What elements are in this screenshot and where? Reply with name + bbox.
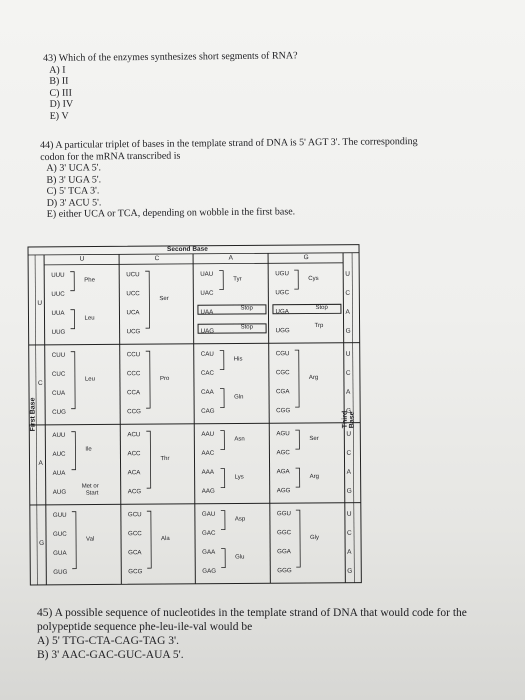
codon-AGA: AGA xyxy=(276,468,290,476)
codon-UCG: UCG xyxy=(126,328,141,336)
amino-acid-arg: Arg xyxy=(309,473,319,480)
third-base-G-row-A: G xyxy=(346,487,352,495)
codon-AAU: AAU xyxy=(201,430,215,438)
codon-GGG: GGG xyxy=(277,567,292,575)
q44-option-d[interactable]: D) 3' ACU 5'. xyxy=(46,196,102,209)
bracket-ala xyxy=(147,511,151,568)
codon-UUU: UUU xyxy=(51,271,65,279)
codon-GUA: GUA xyxy=(53,549,67,557)
question-43 xyxy=(43,50,298,122)
bracket-gln xyxy=(220,389,224,408)
question-44 xyxy=(40,136,418,220)
stop-codon-box xyxy=(197,304,266,314)
second-base-A: A xyxy=(228,254,233,262)
second-base-U: U xyxy=(79,255,85,263)
third-base-U-row-G: U xyxy=(346,510,352,518)
q43-option-a[interactable]: A) I xyxy=(49,64,66,76)
third-base-C-row-U: C xyxy=(345,289,351,297)
question-44-text-line1: 44) A particular triplet of bases in the template strand of DNA is 5' AGT 3'. The corresponding xyxy=(40,136,418,151)
codon-UGC: UGC xyxy=(275,289,290,297)
q45-option-a[interactable]: A) 5' TTG-CTA-CAG-TAG 3'. xyxy=(37,635,179,647)
amino-acid-stop: Stop xyxy=(240,324,253,331)
codon-CCC: CCC xyxy=(126,370,141,378)
codon-CAC: CAC xyxy=(200,369,214,377)
question-45-text-line1: 45) A possible sequence of nucleotides in the template strand of DNA that would code for the xyxy=(37,607,467,619)
amino-acid-leu: Leu xyxy=(84,315,95,322)
amino-acid-ser: Ser xyxy=(309,435,319,442)
amino-acid-arg: Arg xyxy=(308,374,319,381)
question-45-text-line2: polypeptide sequence phe-leu-ile-val would be xyxy=(37,621,253,633)
third-base-G-row-C: G xyxy=(346,407,352,415)
codon-UAC: UAC xyxy=(200,289,214,297)
amino-acid-met-or: Met or xyxy=(81,483,99,490)
bracket-val xyxy=(72,512,76,569)
codon-GAC: GAC xyxy=(201,529,216,537)
bracket-asp xyxy=(221,511,225,530)
question-43-text: 43) Which of the enzymes synthesizes short segments of RNA? xyxy=(43,50,298,64)
q43-option-e[interactable]: E) V xyxy=(49,110,69,122)
amino-acid-phe: Phe xyxy=(84,277,95,284)
bracket-ser xyxy=(295,430,299,449)
amino-acid-his: His xyxy=(233,355,243,363)
third-base-U-row-A: U xyxy=(346,430,352,438)
amino-acid-stop: Stop xyxy=(240,305,253,312)
codon-GCC: GCC xyxy=(127,530,142,538)
codon-AUG: AUG xyxy=(52,488,67,496)
amino-acid-ser: Ser xyxy=(159,295,169,302)
amino-acid-thr: Thr xyxy=(160,455,170,462)
amino-acid-glu: Glu xyxy=(235,553,245,561)
bracket-gly xyxy=(296,510,300,567)
amino-acid-start: Start xyxy=(85,490,99,497)
third-base-C-row-C: C xyxy=(345,369,351,377)
codon-CCA: CCA xyxy=(127,389,141,397)
bracket-leu xyxy=(70,310,74,329)
codon-CUC: CUC xyxy=(51,370,66,378)
codon-GGU: GGU xyxy=(276,510,292,518)
second-base-G: G xyxy=(303,254,309,262)
codon-CGU: CGU xyxy=(275,350,290,358)
third-base-U-row-U: U xyxy=(345,270,350,278)
codon-ACC: ACC xyxy=(127,450,141,458)
first-base-C: C xyxy=(37,379,43,387)
third-base-A-row-G: A xyxy=(347,548,352,556)
bracket-arg xyxy=(295,350,299,407)
codon-GAG: GAG xyxy=(202,567,217,575)
bracket-ile xyxy=(71,432,75,470)
codon-CUU: CUU xyxy=(51,351,66,359)
codon-UGG: UGG xyxy=(275,327,290,335)
question-45 xyxy=(37,606,467,662)
bracket-his xyxy=(220,351,224,370)
second-base-label: Second Base xyxy=(167,245,208,254)
bracket-phe xyxy=(70,272,74,291)
codon-AAA: AAA xyxy=(201,468,214,476)
codon-GAA: GAA xyxy=(202,548,216,556)
codon-CGA: CGA xyxy=(275,388,290,396)
codon-GUC: GUC xyxy=(52,530,67,538)
amino-acid-ala: Ala xyxy=(161,535,170,542)
third-base-C-row-G: C xyxy=(346,529,352,537)
third-base-C-row-A: C xyxy=(346,449,352,457)
q43-option-c[interactable]: C) III xyxy=(49,87,72,99)
codon-GAU: GAU xyxy=(201,510,216,518)
q43-option-b[interactable]: B) II xyxy=(49,75,69,87)
codon-GCU: GCU xyxy=(127,511,142,519)
bracket-asn xyxy=(220,431,224,450)
first-base-A: A xyxy=(38,459,43,467)
first-base-label: First Base xyxy=(29,397,37,432)
third-base-label: Third Base xyxy=(341,410,356,429)
codon-AAC: AAC xyxy=(201,449,215,457)
codon-CUA: CUA xyxy=(52,389,66,397)
bracket-lys xyxy=(221,469,225,488)
codon-CUG: CUG xyxy=(52,408,66,416)
bracket-pro xyxy=(146,351,150,408)
third-base-A-row-U: A xyxy=(345,308,350,316)
amino-acid-trp: Trp xyxy=(314,322,324,329)
bracket-cys xyxy=(294,270,298,289)
codon-AUU: AUU xyxy=(52,431,66,439)
codon-table xyxy=(27,244,362,586)
q43-option-d[interactable]: D) IV xyxy=(49,98,74,110)
codon-ACA: ACA xyxy=(127,469,141,477)
amino-acid-gly: Gly xyxy=(310,534,320,541)
q44-option-e[interactable]: E) either UCA or TCA, depending on wobble in the first base. xyxy=(46,206,296,220)
amino-acid-leu: Leu xyxy=(84,376,95,383)
amino-acid-ile: Ile xyxy=(85,446,92,453)
codon-AGC: AGC xyxy=(276,449,290,457)
codon-AUA: AUA xyxy=(52,469,66,477)
codon-UCA: UCA xyxy=(126,309,140,317)
amino-acid-cys: Cys xyxy=(308,275,319,282)
codon-UGU: UGU xyxy=(275,270,289,278)
amino-acid-tyr: Tyr xyxy=(233,276,242,283)
third-base-U-row-C: U xyxy=(345,350,351,358)
codon-GUU: GUU xyxy=(52,511,67,519)
q45-option-b[interactable]: B) 3' AAC-GAC-GUC-AUA 5'. xyxy=(37,649,184,661)
codon-GGA: GGA xyxy=(277,548,291,556)
codon-GGC: GGC xyxy=(276,529,292,537)
q44-option-c[interactable]: C) 5' TCA 3'. xyxy=(46,185,100,197)
bracket-tyr xyxy=(219,271,223,290)
amino-acid-stop: Stop xyxy=(315,304,328,311)
third-base-G-row-G: G xyxy=(347,567,353,575)
codon-ACU: ACU xyxy=(127,431,141,439)
third-base-A-row-A: A xyxy=(346,468,351,476)
stop-codon-box xyxy=(198,323,267,333)
codon-AUC: AUC xyxy=(52,450,66,458)
codon-CCU: CCU xyxy=(126,351,141,359)
codon-UUC: UUC xyxy=(51,290,65,298)
bracket-glu xyxy=(221,549,225,568)
stop-codon-box xyxy=(272,304,341,314)
bracket-arg xyxy=(296,468,300,487)
third-base-G-row-U: G xyxy=(345,327,351,335)
question-44-text-line2: codon for the mRNA transcribed is xyxy=(40,150,181,163)
codon-ACG: ACG xyxy=(127,488,142,496)
bracket-ser xyxy=(145,271,149,328)
third-base-A-row-C: A xyxy=(346,388,351,396)
q44-option-a[interactable]: A) 3' UCA 5'. xyxy=(46,162,102,174)
codon-GCG: GCG xyxy=(128,568,143,576)
codon-CGG: CGG xyxy=(276,407,291,415)
codon-AGU: AGU xyxy=(276,430,290,438)
amino-acid-val: Val xyxy=(86,536,95,543)
codon-UCC: UCC xyxy=(126,290,140,298)
codon-GCA: GCA xyxy=(128,549,142,557)
amino-acid-pro: Pro xyxy=(159,375,170,382)
codon-GUG: GUG xyxy=(53,568,68,576)
codon-UUG: UUG xyxy=(51,328,66,336)
codon-UUA: UUA xyxy=(51,309,65,317)
amino-acid-gln: Gln xyxy=(234,393,244,401)
second-base-C: C xyxy=(154,255,160,263)
first-base-U: U xyxy=(37,299,43,307)
amino-acid-asp: Asp xyxy=(234,515,246,523)
codon-UAU: UAU xyxy=(200,270,214,278)
codon-CAU: CAU xyxy=(200,350,214,358)
codon-UAA: UAA xyxy=(200,308,214,316)
codon-UCU: UCU xyxy=(126,271,140,279)
codon-AGG: AGG xyxy=(276,487,291,495)
codon-CAA: CAA xyxy=(201,388,214,396)
amino-acid-lys: Lys xyxy=(234,473,244,481)
codon-CGC: CGC xyxy=(275,369,290,377)
bracket-leu xyxy=(71,352,75,409)
codon-AAG: AAG xyxy=(201,487,215,495)
bracket-thr xyxy=(146,431,150,488)
codon-CAG: CAG xyxy=(201,407,215,415)
first-base-G: G xyxy=(39,539,45,547)
q44-option-b[interactable]: B) 3' UGA 5'. xyxy=(46,173,102,186)
codon-UGA: UGA xyxy=(275,308,289,316)
amino-acid-asn: Asn xyxy=(234,435,245,443)
codon-UAG: UAG xyxy=(200,327,215,335)
codon-CCG: CCG xyxy=(127,408,141,416)
